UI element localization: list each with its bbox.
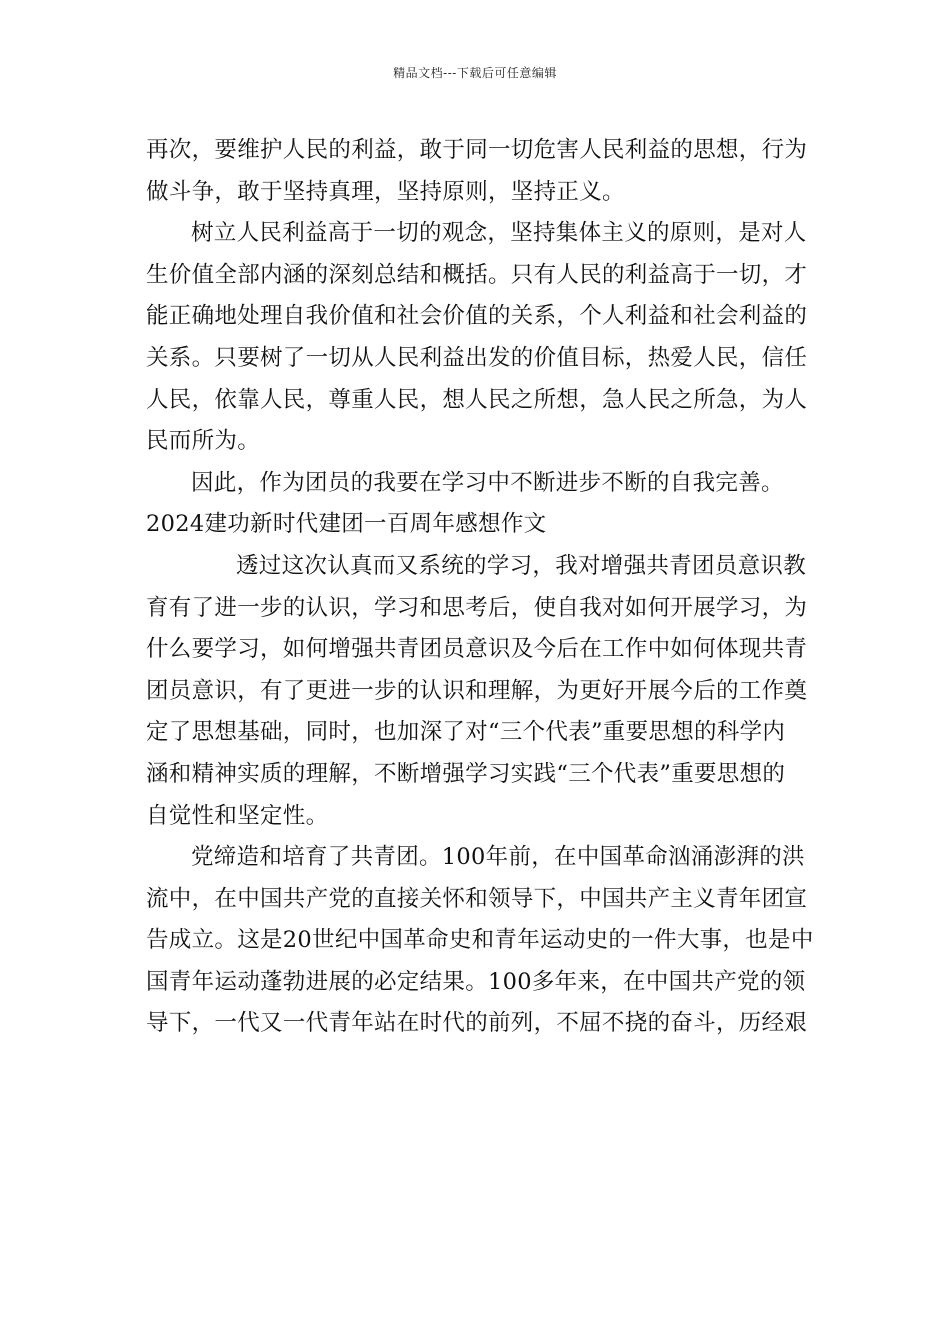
text-line: 告成立。这是20世纪中国革命史和青年运动史的一件大事，也是中 [146, 927, 814, 954]
text-line: 再次，要维护人民的利益，敢于同一切危害人民利益的思想，行为 [146, 137, 808, 163]
text-line: 党缔造和培育了共青团。100年前，在中国革命汹涌澎湃的洪 [191, 844, 805, 871]
page-header: 精品文档---下载后可任意编辑 [393, 66, 557, 80]
text-line: 自觉性和坚定性。 [146, 802, 329, 829]
text-line: 做斗争，敢于坚持真理，坚持原则，坚持正义。 [146, 178, 625, 205]
text-line: 定了思想基础，同时，也加深了对“三个代表”重要思想的科学内 [146, 719, 786, 746]
text-line: 透过这次认真而又系统的学习，我对增强共青团员意识教 [236, 552, 807, 579]
text-line: 流中，在中国共产党的直接关怀和领导下，中国共产主义青年团宣 [146, 885, 808, 912]
text-line: 民而所为。 [146, 428, 261, 455]
text-line: 2024建功新时代建团一百周年感想作文 [146, 511, 547, 538]
text-line: 育有了进一步的认识，学习和思考后，使自我对如何开展学习，为 [146, 594, 808, 621]
text-line: 国青年运动蓬勃进展的必定结果。100多年来，在中国共产党的领 [146, 968, 806, 995]
text-line: 导下，一代又一代青年站在时代的前列，不屈不挠的奋斗，历经艰 [146, 1010, 808, 1037]
text-line: 树立人民利益高于一切的观念，坚持集体主义的原则，是对人 [191, 220, 807, 247]
text-line: 涵和精神实质的理解，不断增强学习实践“三个代表”重要思想的 [146, 760, 786, 787]
text-line: 人民，依靠人民，尊重人民，想人民之所想，急人民之所急，为人 [146, 386, 808, 413]
text-line: 关系。只要树了一切从人民利益出发的价值目标，热爱人民，信任 [146, 344, 808, 371]
document-body [146, 130, 814, 1045]
text-line: 什么要学习，如何增强共青团员意识及今后在工作中如何体现共青 [146, 636, 808, 663]
text-line: 团员意识，有了更进一步的认识和理解，为更好开展今后的工作奠 [146, 677, 808, 704]
text-line: 能正确地处理自我价值和社会价值的关系，个人利益和社会利益的 [146, 303, 808, 330]
text-line: 生价值全部内涵的深刻总结和概括。只有人民的利益高于一切，才 [146, 261, 808, 288]
text-line: 因此，作为团员的我要在学习中不断进步不断的自我完善。 [191, 469, 784, 496]
